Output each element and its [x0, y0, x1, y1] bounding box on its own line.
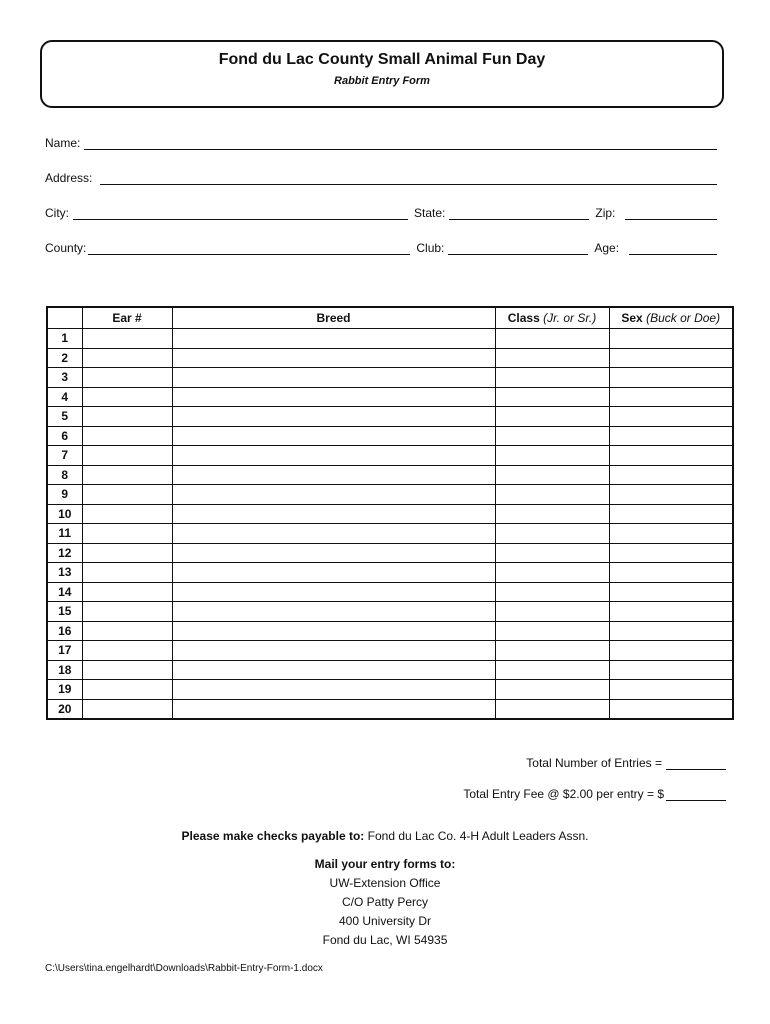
row-number: 7 — [47, 446, 82, 466]
sex-cell[interactable] — [609, 465, 733, 485]
sex-cell[interactable] — [609, 582, 733, 602]
class-cell[interactable] — [495, 641, 609, 661]
ear-cell[interactable] — [82, 504, 172, 524]
breed-cell[interactable] — [172, 621, 495, 641]
breed-cell[interactable] — [172, 602, 495, 622]
row-number: 11 — [47, 524, 82, 544]
file-path: C:\Users\tina.engelhardt\Downloads\Rabbit-Entry-Form-1.docx — [45, 963, 323, 974]
class-header-label: Class — [507, 311, 540, 325]
mail-block — [0, 855, 770, 950]
ear-cell[interactable] — [82, 660, 172, 680]
age-field[interactable] — [629, 242, 717, 255]
payment-payee: Fond du Lac Co. 4-H Adult Leaders Assn. — [367, 829, 589, 843]
breed-cell[interactable] — [172, 582, 495, 602]
sex-cell[interactable] — [609, 602, 733, 622]
class-cell[interactable] — [495, 563, 609, 583]
class-cell[interactable] — [495, 368, 609, 388]
sex-cell[interactable] — [609, 387, 733, 407]
breed-cell[interactable] — [172, 426, 495, 446]
table-row — [47, 660, 733, 680]
club-label: Club: — [416, 241, 445, 255]
sex-cell[interactable] — [609, 641, 733, 661]
entry-table — [46, 306, 734, 720]
breed-cell[interactable] — [172, 329, 495, 349]
sex-cell[interactable] — [609, 407, 733, 427]
sex-header — [609, 307, 733, 329]
class-cell[interactable] — [495, 680, 609, 700]
row-number: 8 — [47, 465, 82, 485]
row-number: 16 — [47, 621, 82, 641]
breed-cell[interactable] — [172, 368, 495, 388]
breed-cell[interactable] — [172, 524, 495, 544]
total-fee-field[interactable] — [666, 788, 726, 801]
breed-cell[interactable] — [172, 660, 495, 680]
ear-cell[interactable] — [82, 699, 172, 719]
table-row — [47, 407, 733, 427]
breed-cell[interactable] — [172, 563, 495, 583]
sex-header-hint: (Buck or Doe) — [646, 311, 721, 325]
class-cell[interactable] — [495, 582, 609, 602]
sex-cell[interactable] — [609, 485, 733, 505]
sex-cell[interactable] — [609, 621, 733, 641]
ear-cell[interactable] — [82, 348, 172, 368]
class-cell[interactable] — [495, 660, 609, 680]
breed-cell[interactable] — [172, 465, 495, 485]
club-field[interactable] — [448, 242, 588, 255]
row-number: 5 — [47, 407, 82, 427]
table-row — [47, 582, 733, 602]
ear-cell[interactable] — [82, 543, 172, 563]
table-row — [47, 446, 733, 466]
county-label: County: — [45, 241, 87, 255]
table-row — [47, 465, 733, 485]
ear-cell[interactable] — [82, 621, 172, 641]
sex-cell[interactable] — [609, 699, 733, 719]
county-club-age-row — [45, 239, 717, 255]
class-cell[interactable] — [495, 407, 609, 427]
total-fee-row — [463, 787, 726, 801]
class-cell[interactable] — [495, 602, 609, 622]
class-cell[interactable] — [495, 504, 609, 524]
row-number: 1 — [47, 329, 82, 349]
row-number: 9 — [47, 485, 82, 505]
row-number: 12 — [47, 543, 82, 563]
ear-header: Ear # — [82, 307, 172, 329]
total-entries-field[interactable] — [666, 757, 726, 770]
row-number: 14 — [47, 582, 82, 602]
ear-cell[interactable] — [82, 368, 172, 388]
class-cell[interactable] — [495, 621, 609, 641]
class-cell[interactable] — [495, 543, 609, 563]
row-number: 10 — [47, 504, 82, 524]
total-fee-label: Total Entry Fee @ $2.00 per entry = $ — [463, 787, 664, 801]
table-row — [47, 680, 733, 700]
table-row — [47, 699, 733, 719]
row-number: 4 — [47, 387, 82, 407]
ear-cell[interactable] — [82, 602, 172, 622]
class-header — [495, 307, 609, 329]
ear-cell[interactable] — [82, 465, 172, 485]
table-row — [47, 563, 733, 583]
sex-cell[interactable] — [609, 660, 733, 680]
row-number: 20 — [47, 699, 82, 719]
payment-label: Please make checks payable to: — [181, 829, 365, 843]
breed-cell[interactable] — [172, 680, 495, 700]
sex-cell[interactable] — [609, 524, 733, 544]
sex-cell[interactable] — [609, 368, 733, 388]
ear-cell[interactable] — [82, 680, 172, 700]
row-number: 17 — [47, 641, 82, 661]
row-number: 18 — [47, 660, 82, 680]
breed-cell[interactable] — [172, 348, 495, 368]
class-cell[interactable] — [495, 699, 609, 719]
breed-cell[interactable] — [172, 699, 495, 719]
state-field[interactable] — [449, 207, 589, 220]
total-entries-row — [526, 756, 726, 770]
ear-cell[interactable] — [82, 329, 172, 349]
address-field[interactable] — [100, 172, 717, 185]
breed-cell[interactable] — [172, 446, 495, 466]
class-header-hint: (Jr. or Sr.) — [543, 311, 597, 325]
city-field[interactable] — [73, 207, 408, 220]
name-field[interactable] — [84, 137, 717, 150]
class-cell[interactable] — [495, 426, 609, 446]
mail-line-1: UW-Extension Office — [329, 876, 441, 890]
table-row — [47, 426, 733, 446]
age-label: Age: — [594, 241, 620, 255]
row-number-header — [47, 307, 82, 329]
table-row — [47, 524, 733, 544]
row-number: 6 — [47, 426, 82, 446]
table-row — [47, 504, 733, 524]
table-row — [47, 329, 733, 349]
ear-cell[interactable] — [82, 524, 172, 544]
breed-header: Breed — [172, 307, 495, 329]
table-row — [47, 348, 733, 368]
mail-line-4: Fond du Lac, WI 54935 — [322, 933, 448, 947]
name-row — [45, 134, 717, 150]
breed-cell[interactable] — [172, 543, 495, 563]
sex-cell[interactable] — [609, 426, 733, 446]
state-label: State: — [414, 206, 446, 220]
row-number: 3 — [47, 368, 82, 388]
table-row — [47, 543, 733, 563]
class-cell[interactable] — [495, 524, 609, 544]
class-cell[interactable] — [495, 465, 609, 485]
sex-cell[interactable] — [609, 348, 733, 368]
form-subtitle: Rabbit Entry Form — [334, 75, 430, 87]
row-number: 19 — [47, 680, 82, 700]
breed-cell[interactable] — [172, 387, 495, 407]
mail-heading: Mail your entry forms to: — [314, 857, 456, 871]
ear-cell[interactable] — [82, 407, 172, 427]
table-row — [47, 602, 733, 622]
sex-cell[interactable] — [609, 563, 733, 583]
row-number: 2 — [47, 348, 82, 368]
city-label: City: — [45, 206, 69, 220]
class-cell[interactable] — [495, 446, 609, 466]
address-row — [45, 169, 717, 185]
class-cell[interactable] — [495, 387, 609, 407]
ear-cell[interactable] — [82, 387, 172, 407]
breed-cell[interactable] — [172, 407, 495, 427]
table-row — [47, 641, 733, 661]
breed-cell[interactable] — [172, 485, 495, 505]
breed-cell[interactable] — [172, 504, 495, 524]
ear-cell[interactable] — [82, 582, 172, 602]
row-number: 13 — [47, 563, 82, 583]
table-row — [47, 485, 733, 505]
zip-field[interactable] — [625, 207, 717, 220]
county-field[interactable] — [88, 242, 410, 255]
mail-line-3: 400 University Dr — [338, 914, 432, 928]
table-header-row — [47, 307, 733, 329]
ear-cell[interactable] — [82, 446, 172, 466]
zip-label: Zip: — [595, 206, 616, 220]
name-label: Name: — [45, 136, 81, 150]
ear-cell[interactable] — [82, 641, 172, 661]
class-cell[interactable] — [495, 329, 609, 349]
total-entries-label: Total Number of Entries = — [526, 756, 662, 770]
table-row — [47, 387, 733, 407]
breed-cell[interactable] — [172, 641, 495, 661]
sex-cell[interactable] — [609, 543, 733, 563]
sex-cell[interactable] — [609, 329, 733, 349]
sex-header-label: Sex — [621, 311, 643, 325]
row-number: 15 — [47, 602, 82, 622]
payment-note — [0, 829, 770, 843]
city-state-zip-row — [45, 204, 717, 220]
ear-cell[interactable] — [82, 426, 172, 446]
table-row — [47, 368, 733, 388]
mail-line-2: C/O Patty Percy — [341, 895, 429, 909]
form-header — [40, 40, 724, 108]
ear-cell[interactable] — [82, 563, 172, 583]
ear-cell[interactable] — [82, 485, 172, 505]
sex-cell[interactable] — [609, 446, 733, 466]
sex-cell[interactable] — [609, 504, 733, 524]
table-row — [47, 621, 733, 641]
class-cell[interactable] — [495, 348, 609, 368]
sex-cell[interactable] — [609, 680, 733, 700]
address-label: Address: — [45, 171, 93, 185]
class-cell[interactable] — [495, 485, 609, 505]
form-title: Fond du Lac County Small Animal Fun Day — [218, 51, 546, 68]
